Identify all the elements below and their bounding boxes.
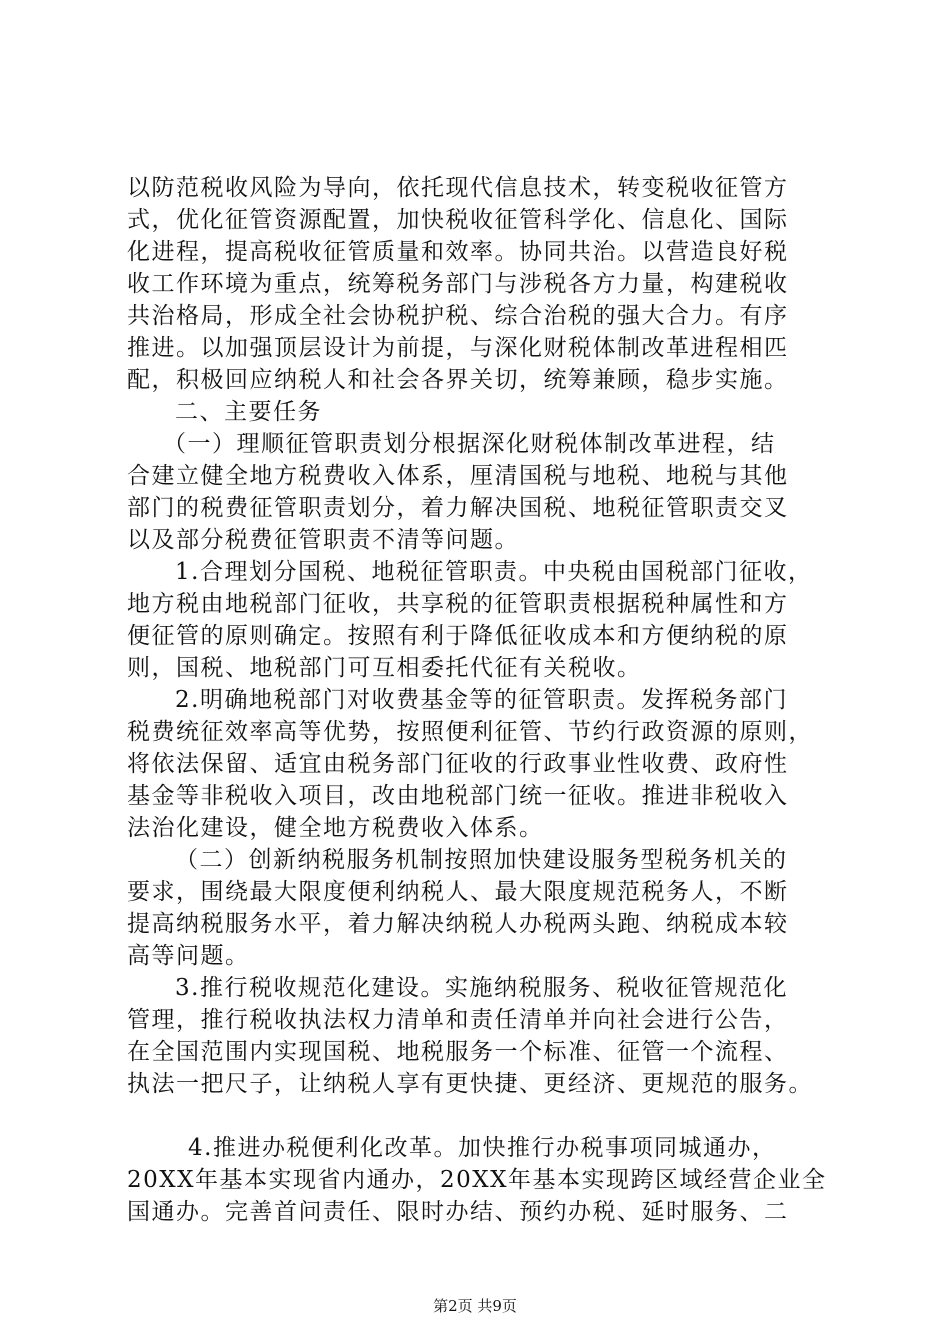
body-line: 提高纳税服务水平，着力解决纳税人办税两头跑、纳税成本较 bbox=[127, 911, 789, 937]
body-line: 式，优化征管资源配置，加快税收征管科学化、信息化、国际 bbox=[127, 207, 789, 233]
body-line: 执法一把尺子，让纳税人享有更快捷、更经济、更规范的服务。 bbox=[127, 1071, 813, 1097]
body-line: 则，国税、地税部门可互相委托代征有关税收。 bbox=[127, 655, 642, 681]
body-line: 20XX年基本实现省内通办，20XX年基本实现跨区域经营企业全 bbox=[127, 1167, 827, 1193]
subsection-heading: （二）创新纳税服务机制按照加快建设服务型税务机关的 bbox=[175, 847, 788, 873]
body-line: 管理，推行税收执法权力清单和责任清单并向社会进行公告， bbox=[127, 1007, 789, 1033]
body-line: 以及部分税费征管职责不清等问题。 bbox=[127, 527, 519, 553]
body-line: 将依法保留、适宜由税务部门征收的行政事业性收费、政府性 bbox=[127, 751, 789, 777]
body-line: 法治化建设，健全地方税费收入体系。 bbox=[127, 815, 544, 841]
page-number-footer: 第2页 共9页 bbox=[433, 1297, 517, 1315]
body-line: 要求，围绕最大限度便利纳税人、最大限度规范税务人，不断 bbox=[127, 879, 789, 905]
body-line: 化进程，提高税收征管质量和效率。协同共治。以营造良好税 bbox=[127, 239, 789, 265]
body-line: 便征管的原则确定。按照有利于降低征收成本和方便纳税的原 bbox=[127, 623, 789, 649]
body-line: 以防范税收风险为导向，依托现代信息技术，转变税收征管方 bbox=[127, 175, 789, 201]
numbered-paragraph: 4.推进办税便利化改革。加快推行办税事项同城通办， bbox=[188, 1135, 777, 1161]
body-line: 部门的税费征管职责划分，着力解决国税、地税征管职责交叉 bbox=[127, 495, 789, 521]
body-line: 国通办。完善首问责任、限时办结、预约办税、延时服务、二 bbox=[127, 1199, 789, 1225]
body-line: 共治格局，形成全社会协税护税、综合治税的强大合力。有序 bbox=[127, 303, 789, 329]
section-heading: 二、主要任务 bbox=[175, 399, 322, 425]
body-line: 推进。以加强顶层设计为前提，与深化财税体制改革进程相匹 bbox=[127, 335, 789, 361]
body-line: 税费统征效率高等优势，按照便利征管、节约行政资源的原则， bbox=[127, 719, 813, 745]
body-line: 在全国范围内实现国税、地税服务一个标准、征管一个流程、 bbox=[127, 1039, 789, 1065]
body-line: 配，积极回应纳税人和社会各界关切，统筹兼顾，稳步实施。 bbox=[127, 367, 789, 393]
numbered-paragraph: 3.推行税收规范化建设。实施纳税服务、税收征管规范化 bbox=[175, 975, 788, 1001]
subsection-heading: （一）理顺征管职责划分根据深化财税体制改革进程，结 bbox=[163, 431, 776, 457]
body-line: 地方税由地税部门征收，共享税的征管职责根据税种属性和方 bbox=[127, 591, 789, 617]
body-line: 收工作环境为重点，统筹税务部门与涉税各方力量，构建税收 bbox=[127, 271, 789, 297]
body-line: 合建立健全地方税费收入体系，厘清国税与地税、地税与其他 bbox=[127, 463, 789, 489]
body-line: 基金等非税收入项目，改由地税部门统一征收。推进非税收入 bbox=[127, 783, 789, 809]
body-line: 高等问题。 bbox=[127, 943, 250, 969]
numbered-paragraph: 1.合理划分国税、地税征管职责。中央税由国税部门征收， bbox=[175, 559, 813, 585]
numbered-paragraph: 2.明确地税部门对收费基金等的征管职责。发挥税务部门 bbox=[175, 687, 788, 713]
